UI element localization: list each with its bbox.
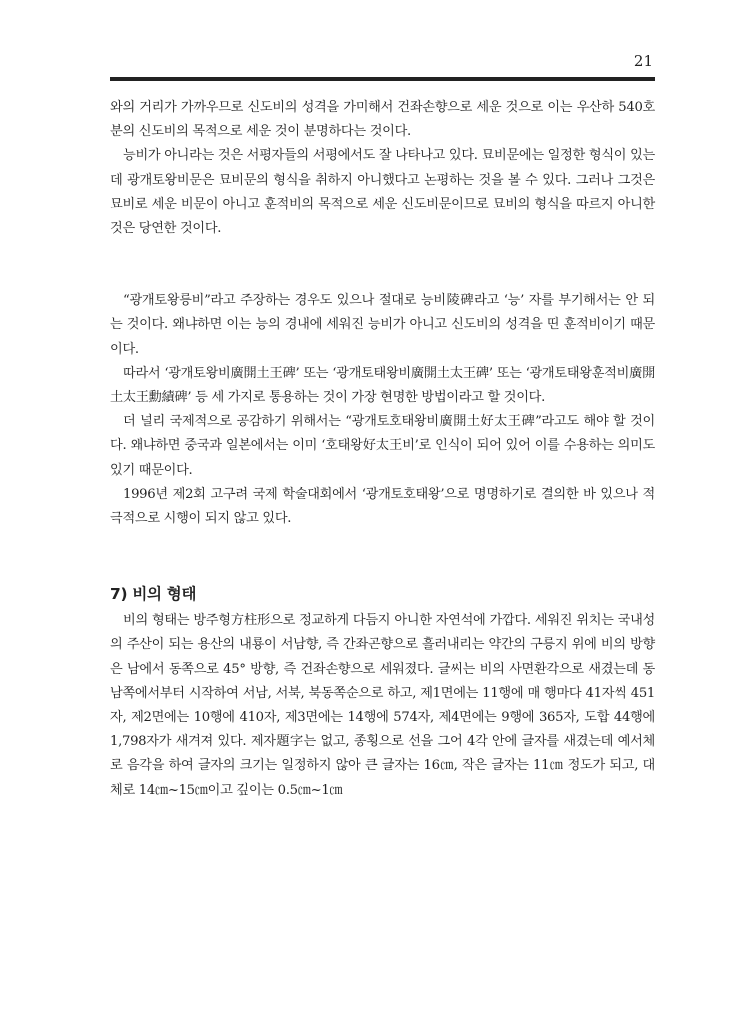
paragraph-3: “광개토왕릉비”라고 주장하는 경우도 있으나 절대로 능비陵碑라고 ‘능’ 자를 부기해서는 안 되는 것이다. 왜냐하면 이는 능의 경내에 세워진 능비가 아니고 신도비의 성격을 띤 훈적비이기 때문이다.	[110, 293, 655, 357]
section-heading: 7) 비의 형태	[110, 585, 197, 604]
spacer	[110, 241, 655, 289]
paragraph-5: 더 널리 국제적으로 공감하기 위해서는 “광개토호태왕비廣開土好太王碑”라고도 해야 할 것이다. 왜냐하면 중국과 일본에서는 이미 ‘호태왕好太王비’로 인식이 되어 있어 이를 수용하는 의미도 있기 때문이다.	[110, 414, 655, 478]
header-rule	[110, 77, 655, 81]
spacer	[110, 531, 655, 579]
paragraph-2: 능비가 아니라는 것은 서평자들의 서평에서도 잘 나타나고 있다. 묘비문에는 일정한 형식이 있는데 광개토왕비문은 묘비문의 형식을 취하지 아니했다고 논평하는 것을 볼 수 있다. 그러나 그것은 묘비로 세운 비문이 아니고 훈적비의 목적으로 세운 신도비문이므로 묘비의 형식을 따르지 아니한 것은 당연한 것이다.	[110, 148, 655, 237]
paragraph-1: 와의 거리가 가까우므로 신도비의 성격을 가미해서 건좌손향으로 세운 것으로 이는 우산하 540호분의 신도비의 목적으로 세운 것이 분명하다는 것이다.	[110, 100, 655, 140]
paragraph-4: 따라서 ‘광개토왕비廣開土王碑’ 또는 ‘광개토태왕비廣開土太王碑’ 또는 ‘광개토태왕훈적비廣開土太王勳績碑’ 등 세 가지로 통용하는 것이 가장 현명한 방법이라고 할 것이다.	[110, 365, 655, 406]
page-number: 21	[633, 52, 653, 70]
paragraph-7: 비의 형태는 방주형方柱形으로 정교하게 다듬지 아니한 자연석에 가깝다. 세워진 위치는 국내성의 주산이 되는 용산의 내룡이 서남향, 즉 간좌곤향으로 흘러내리는 약간의 구릉지 위에 비의 방향은 남에서 동쪽으로 45° 방향, 즉 건좌손향으로 세워졌다. 글씨는 비의 사면환각으로 새겼는데 동남쪽에서부터 시작하여 서남, 서북, 북동쪽순으로 하고, 제1면에는 11행에 매 행마다 41자씩 451자, 제2면에는 10행에 410자, 제3면에는 14행에 574자, 제4면에는 9행에 365자, 도합 44행에 1,798자가 새겨져 있다. 제자題字는 없고, 종횡으로 선을 그어 4각 안에 글자를 새겼는데 예서체로 음각을 하여 글자의 크기는 일정하지 않아 큰 글자는 16㎝, 작은 글자는 11㎝ 정도가 되고, 대체로 14㎝~15㎝이고 깊이는 0.5㎝~1㎝	[110, 613, 655, 798]
paragraph-6: 1996년 제2회 고구려 국제 학술대회에서 ‘광개토호태왕’으로 명명하기로 결의한 바 있으나 적극적으로 시행이 되지 않고 있다.	[110, 486, 655, 527]
page-body	[110, 96, 655, 803]
